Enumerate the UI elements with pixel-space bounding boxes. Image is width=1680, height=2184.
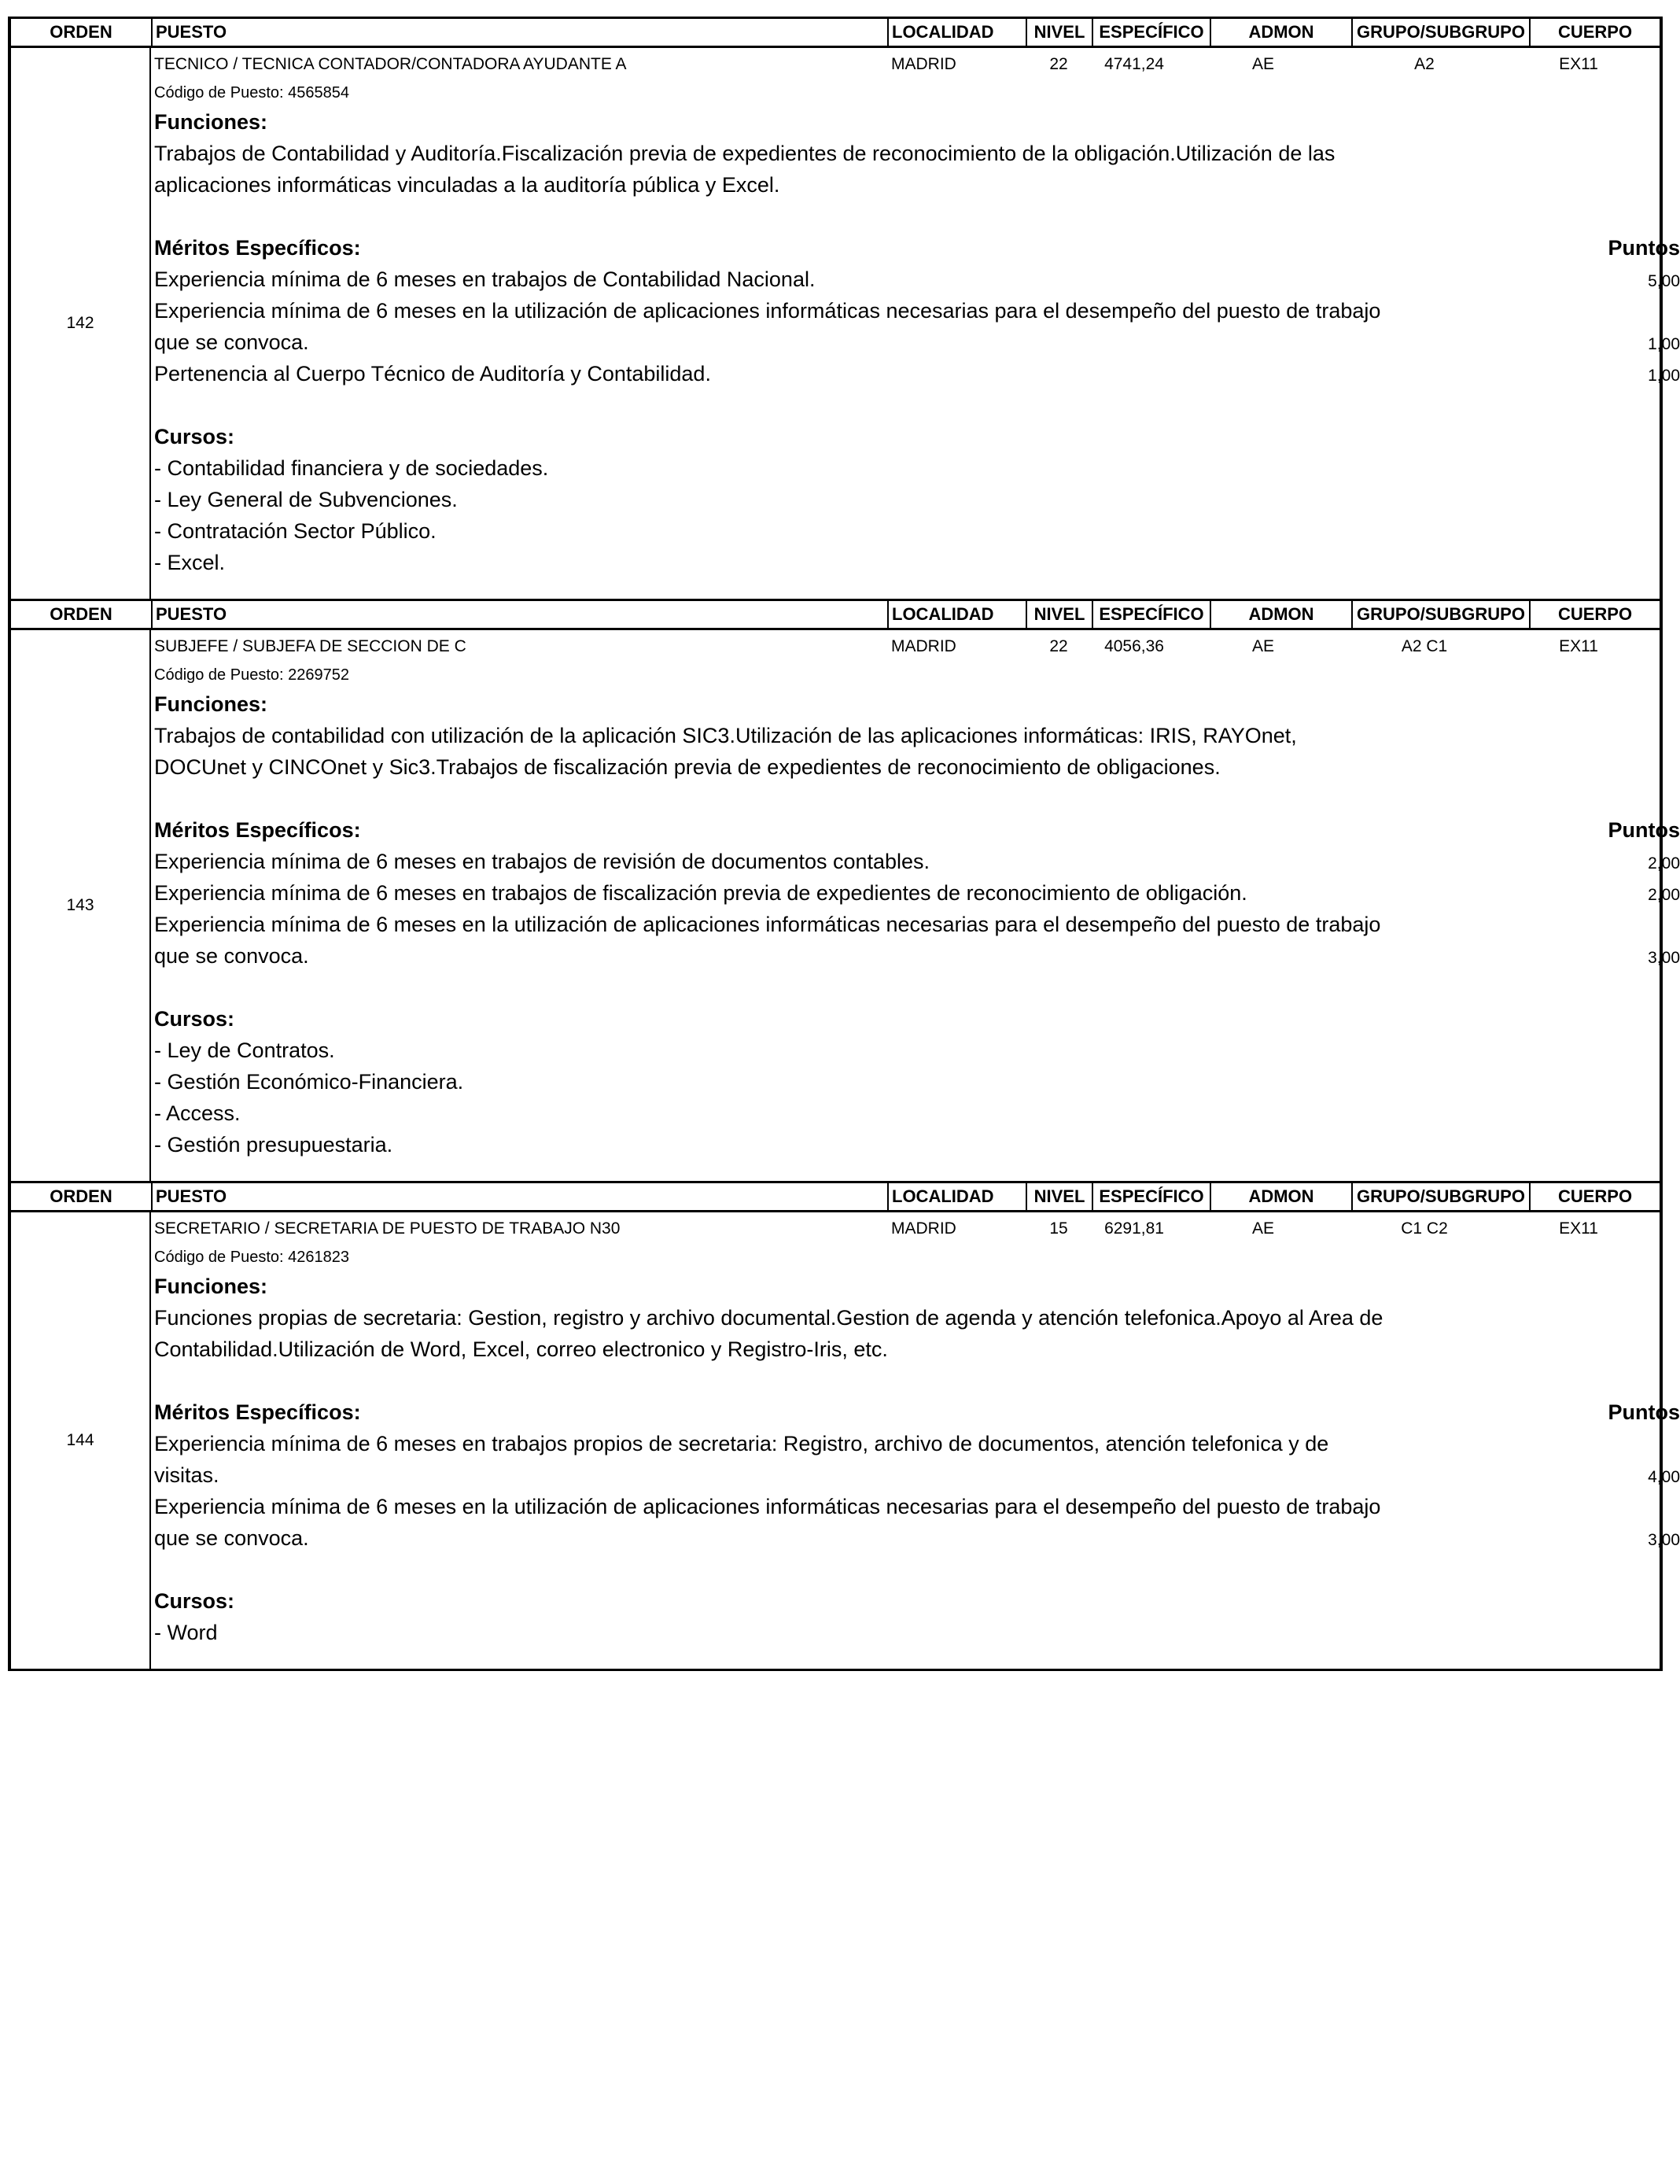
position-title: SUBJEFE / SUBJEFA DE SECCION DE C: [154, 637, 466, 655]
header-nivel: NIVEL: [1026, 601, 1092, 628]
cuerpo-value: EX11: [1559, 1219, 1598, 1238]
curso-item: - Excel.: [154, 551, 226, 574]
especifico-value: 4056,36: [1104, 637, 1164, 655]
merito-line: [154, 295, 1660, 326]
curso-item: - Word: [154, 1621, 218, 1644]
cuerpo-value: EX11: [1559, 55, 1598, 73]
entry-body: [11, 1212, 1680, 1669]
spacer: [154, 1160, 1660, 1181]
cuerpo-value: EX11: [1559, 637, 1598, 655]
merito-puntos: 3,00: [1648, 1531, 1680, 1549]
especifico-value: 4741,24: [1104, 55, 1164, 73]
funciones-text: Trabajos de contabilidad con utilización de la aplicación SIC3.Utilización de las aplicaciones informáticas: IRIS, RAYOnet,: [154, 724, 1297, 747]
funciones-text: Funciones propias de secretaria: Gestion, registro y archivo documental.Gestion de agenda y atención telefonica.Apoyo al Area de: [154, 1306, 1383, 1330]
orden-number: 142: [11, 48, 151, 599]
header-admon: ADMON: [1210, 19, 1351, 46]
puntos-heading: Puntos: [1608, 236, 1680, 260]
cursos-heading: Cursos:: [154, 1007, 235, 1031]
merito-line: [154, 264, 1680, 295]
funciones-heading: Funciones:: [154, 692, 268, 716]
puntos-heading: Puntos: [1608, 818, 1680, 842]
spacer: [154, 1365, 1660, 1396]
codigo-puesto: Código de Puesto: 2269752: [154, 666, 349, 684]
admon-value: AE: [1251, 1219, 1274, 1238]
merito-text: Experiencia mínima de 6 meses en trabajos de Contabilidad Nacional.: [154, 267, 816, 291]
grupo-value: C1 C2: [1401, 1219, 1448, 1238]
merito-text: Experiencia mínima de 6 meses en trabajos propios de secretaria: Registro, archivo de documentos, atención telefonica y de: [154, 1432, 1329, 1455]
column-header-row: [11, 599, 1660, 630]
header-especifico: ESPECÍFICO: [1092, 1183, 1210, 1210]
header-nivel: NIVEL: [1026, 19, 1092, 46]
merito-text: que se convoca.: [154, 1526, 309, 1550]
funciones-text: Trabajos de Contabilidad y Auditoría.Fiscalización previa de expedientes de reconocimiento de la obligación.Utilización de las: [154, 142, 1336, 165]
especifico-value: 6291,81: [1104, 1219, 1164, 1238]
header-localidad: LOCALIDAD: [887, 1183, 1026, 1210]
header-cuerpo: CUERPO: [1529, 1183, 1660, 1210]
job-entry: [11, 1181, 1680, 1669]
grupo-value: A2 C1: [1401, 637, 1448, 655]
position-title: SECRETARIO / SECRETARIA DE PUESTO DE TRABAJO N30: [154, 1219, 621, 1238]
curso-item: - Gestión presupuestaria.: [154, 1133, 393, 1157]
merito-text: Experiencia mínima de 6 meses en trabajos de fiscalización previa de expedientes de reconocimiento de obligación.: [154, 881, 1247, 905]
merito-puntos: 1,00: [1648, 367, 1680, 385]
header-cuerpo: CUERPO: [1529, 601, 1660, 628]
merito-text: Experiencia mínima de 6 meses en la utilización de aplicaciones informáticas necesarias para el desempeño del puesto de trabajo: [154, 299, 1381, 323]
funciones-text: DOCUnet y CINCOnet y Sic3.Trabajos de fiscalización previa de expedientes de reconocimiento de obligaciones.: [154, 755, 1221, 779]
merito-text: Experiencia mínima de 6 meses en la utilización de aplicaciones informáticas necesarias para el desempeño del puesto de trabajo: [154, 913, 1381, 936]
position-title: TECNICO / TECNICA CONTADOR/CONTADORA AYUDANTE A: [154, 55, 627, 73]
merito-line: [154, 909, 1660, 940]
merito-text: Experiencia mínima de 6 meses en trabajos de revisión de documentos contables.: [154, 850, 930, 873]
curso-item: - Ley de Contratos.: [154, 1039, 335, 1062]
merito-text: visitas.: [154, 1463, 219, 1487]
merito-line: [154, 1522, 1680, 1554]
localidad-value: MADRID: [891, 637, 956, 655]
header-puesto: PUESTO: [151, 601, 887, 628]
nivel-value: 15: [1049, 1219, 1068, 1238]
header-grupo-subgrupo: GRUPO/SUBGRUPO: [1351, 19, 1529, 46]
header-admon: ADMON: [1210, 1183, 1351, 1210]
merito-text: que se convoca.: [154, 330, 309, 354]
entry-content: [151, 630, 1680, 1181]
header-especifico: ESPECÍFICO: [1092, 19, 1210, 46]
meritos-heading: Méritos Específicos:: [154, 236, 361, 260]
funciones-text: Contabilidad.Utilización de Word, Excel, correo electronico y Registro-Iris, etc.: [154, 1337, 888, 1361]
meritos-heading-row: [154, 814, 1680, 846]
header-localidad: LOCALIDAD: [887, 19, 1026, 46]
header-grupo-subgrupo: GRUPO/SUBGRUPO: [1351, 1183, 1529, 1210]
header-orden: ORDEN: [50, 604, 112, 624]
merito-puntos: 2,00: [1648, 854, 1680, 872]
meritos-heading: Méritos Específicos:: [154, 1400, 361, 1424]
admon-value: AE: [1251, 55, 1274, 73]
merito-line: [154, 877, 1680, 909]
nivel-value: 22: [1049, 637, 1068, 655]
column-header-row: [11, 17, 1660, 48]
spacer: [154, 1554, 1660, 1585]
job-listing-table: [8, 17, 1680, 1671]
curso-item: - Contratación Sector Público.: [154, 519, 437, 543]
codigo-puesto: Código de Puesto: 4565854: [154, 84, 349, 101]
merito-line: [154, 846, 1680, 877]
merito-text: Experiencia mínima de 6 meses en la utilización de aplicaciones informáticas necesarias para el desempeño del puesto de trabajo: [154, 1495, 1381, 1518]
codigo-puesto: Código de Puesto: 4261823: [154, 1249, 349, 1266]
merito-line: [154, 326, 1680, 358]
nivel-value: 22: [1049, 55, 1068, 73]
merito-text: Pertenencia al Cuerpo Técnico de Auditoría y Contabilidad.: [154, 362, 711, 386]
merito-line: [154, 940, 1680, 972]
entry-body: [11, 48, 1680, 599]
orden-number: 143: [11, 630, 151, 1181]
position-summary-row: [154, 630, 1660, 662]
position-summary-row: [154, 48, 1660, 79]
admon-value: AE: [1251, 637, 1274, 655]
merito-text: que se convoca.: [154, 944, 309, 968]
grupo-value: A2: [1414, 55, 1435, 73]
header-puesto: PUESTO: [151, 1183, 887, 1210]
spacer: [154, 201, 1660, 232]
merito-line: [154, 1491, 1660, 1522]
localidad-value: MADRID: [891, 55, 956, 73]
header-cuerpo: CUERPO: [1529, 19, 1660, 46]
localidad-value: MADRID: [891, 1219, 956, 1238]
funciones-heading: Funciones:: [154, 110, 268, 134]
header-orden: ORDEN: [50, 22, 112, 42]
merito-puntos: 1,00: [1648, 335, 1680, 353]
spacer: [154, 783, 1660, 814]
meritos-heading: Méritos Específicos:: [154, 818, 361, 842]
merito-puntos: 4,00: [1648, 1468, 1680, 1486]
job-entry: [11, 17, 1680, 599]
spacer: [154, 972, 1660, 1003]
meritos-heading-row: [154, 232, 1680, 264]
entry-content: [151, 48, 1680, 599]
spacer: [154, 578, 1660, 599]
header-admon: ADMON: [1210, 601, 1351, 628]
header-nivel: NIVEL: [1026, 1183, 1092, 1210]
header-especifico: ESPECÍFICO: [1092, 601, 1210, 628]
curso-item: - Ley General de Subvenciones.: [154, 488, 458, 511]
orden-number: 144: [11, 1212, 151, 1669]
funciones-text: aplicaciones informáticas vinculadas a la auditoría pública y Excel.: [154, 173, 780, 197]
funciones-heading: Funciones:: [154, 1275, 268, 1298]
meritos-heading-row: [154, 1396, 1680, 1428]
merito-puntos: 2,00: [1648, 886, 1680, 904]
position-summary-row: [154, 1212, 1660, 1244]
curso-item: - Gestión Económico-Financiera.: [154, 1070, 464, 1094]
puntos-heading: Puntos: [1608, 1400, 1680, 1424]
column-header-row: [11, 1181, 1660, 1212]
entry-body: [11, 630, 1680, 1181]
cursos-heading: Cursos:: [154, 425, 235, 448]
job-entry: [11, 599, 1680, 1181]
merito-puntos: 5,00: [1648, 272, 1680, 290]
entry-content: [151, 1212, 1680, 1669]
header-grupo-subgrupo: GRUPO/SUBGRUPO: [1351, 601, 1529, 628]
merito-puntos: 3,00: [1648, 949, 1680, 967]
curso-item: - Access.: [154, 1101, 241, 1125]
merito-line: [154, 1459, 1680, 1491]
merito-line: [154, 358, 1680, 389]
header-localidad: LOCALIDAD: [887, 601, 1026, 628]
header-orden: ORDEN: [50, 1186, 112, 1206]
merito-line: [154, 1428, 1660, 1459]
curso-item: - Contabilidad financiera y de sociedades.: [154, 456, 549, 480]
cursos-heading: Cursos:: [154, 1589, 235, 1613]
spacer: [154, 389, 1660, 421]
spacer: [154, 1648, 1660, 1669]
header-puesto: PUESTO: [151, 19, 887, 46]
